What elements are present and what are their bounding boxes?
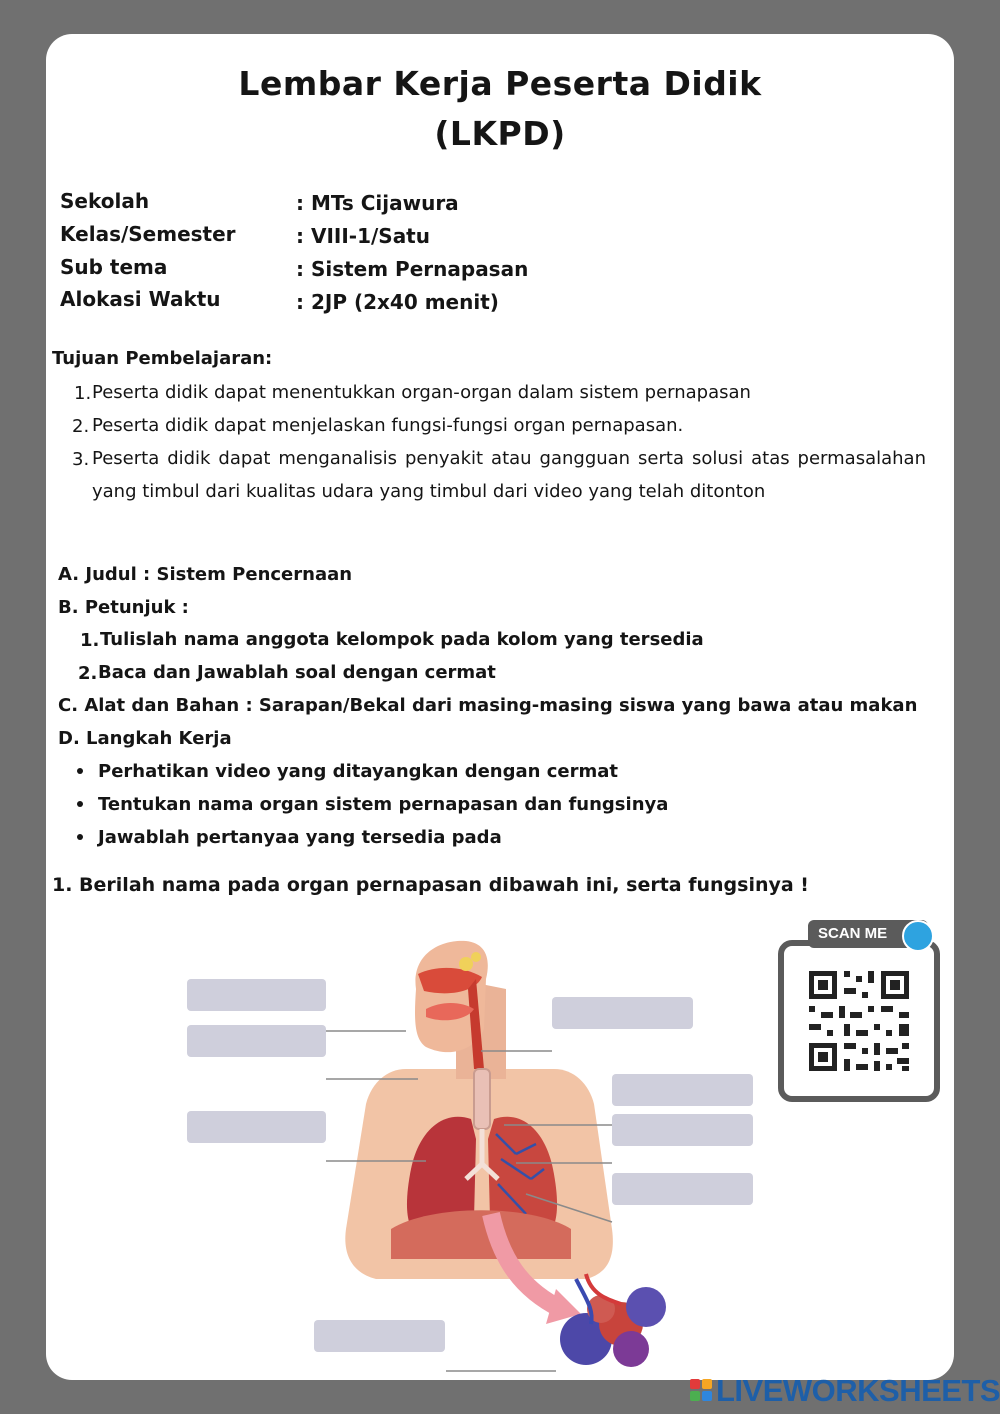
qr-code[interactable] [778,940,940,1102]
objectives-heading: Tujuan Pembelajaran: [52,348,273,369]
info-label: Sub tema [60,255,168,279]
bullet-icon [77,834,83,840]
cube-icon [902,920,934,952]
answer-box-alveoli[interactable] [314,1320,445,1352]
objective-number: 2. [72,416,90,437]
section-d-title: D. Langkah Kerja [58,728,232,749]
answer-box-bronchiole[interactable] [612,1114,753,1146]
sinus-shape [459,957,473,971]
liveworksheets-logo[interactable] [690,1372,1000,1410]
objective-text: Peserta didik dapat menjelaskan fungsi-fungsi organ pernapasan. [92,415,684,436]
answer-box-mouth[interactable] [187,1025,326,1057]
bullet-icon [77,801,83,807]
objective-number: 3. [72,449,90,470]
info-label: Alokasi Waktu [60,287,221,311]
info-value: : Sistem Pernapasan [296,257,529,281]
answer-box-bronchus[interactable] [612,1074,753,1106]
instruction-text: Tulislah nama anggota kelompok pada kolom yang tersedia [100,629,704,650]
objective-number: 1. [74,383,92,404]
section-a-title: A. Judul : Sistem Pencernaan [58,564,353,585]
info-value: : 2JP (2x40 menit) [296,290,499,314]
instruction-number: 2. [78,663,98,684]
info-value: : VIII-1/Satu [296,224,430,248]
liveworksheets-text: LIVEWORKSHEETS [716,1373,1000,1408]
bullet-icon [77,768,83,774]
info-label: Kelas/Semester [60,222,236,246]
qr-pattern-icon [784,946,934,1096]
instruction-number: 1. [80,630,100,651]
objective-text: Peserta didik dapat menganalisis penyakit atau gangguan serta solusi atas permasalahan yang timbul dari kualitas udara yang timbul dari video yang telah ditonton [92,448,926,502]
instruction-text: Baca dan Jawablah soal dengan cermat [98,662,496,683]
info-value: : MTs Cijawura [296,191,459,215]
step-text: Perhatikan video yang ditayangkan dengan cermat [98,761,618,782]
liveworksheets-mark-icon [690,1379,714,1403]
scan-me-label: SCAN ME [808,920,928,948]
worksheet-subtitle: (LKPD) [434,114,566,153]
objective-text: Peserta didik dapat menentukkan organ-organ dalam sistem pernapasan [92,382,751,403]
section-b-title: B. Petunjuk : [58,597,189,618]
answer-box-diaphragm[interactable] [612,1173,753,1205]
trachea-shape [474,1069,490,1129]
worksheet-page [46,34,954,1380]
info-label: Sekolah [60,189,150,213]
sinus-shape [471,952,481,962]
answer-box-trachea[interactable] [552,997,693,1029]
answer-box-lung[interactable] [187,1111,326,1143]
section-c-title: C. Alat dan Bahan : Sarapan/Bekal dari masing-masing siswa yang bawa atau makan [58,695,918,716]
question-1: 1. Berilah nama pada organ pernapasan dibawah ini, serta fungsinya ! [52,874,809,896]
step-text: Jawablah pertanyaa yang tersedia pada [98,827,502,848]
alveoli-illustration [560,1274,666,1367]
step-text: Tentukan nama organ sistem pernapasan dan fungsinya [98,794,669,815]
worksheet-title: Lembar Kerja Peserta Didik [238,64,762,103]
answer-box-nose[interactable] [187,979,326,1011]
